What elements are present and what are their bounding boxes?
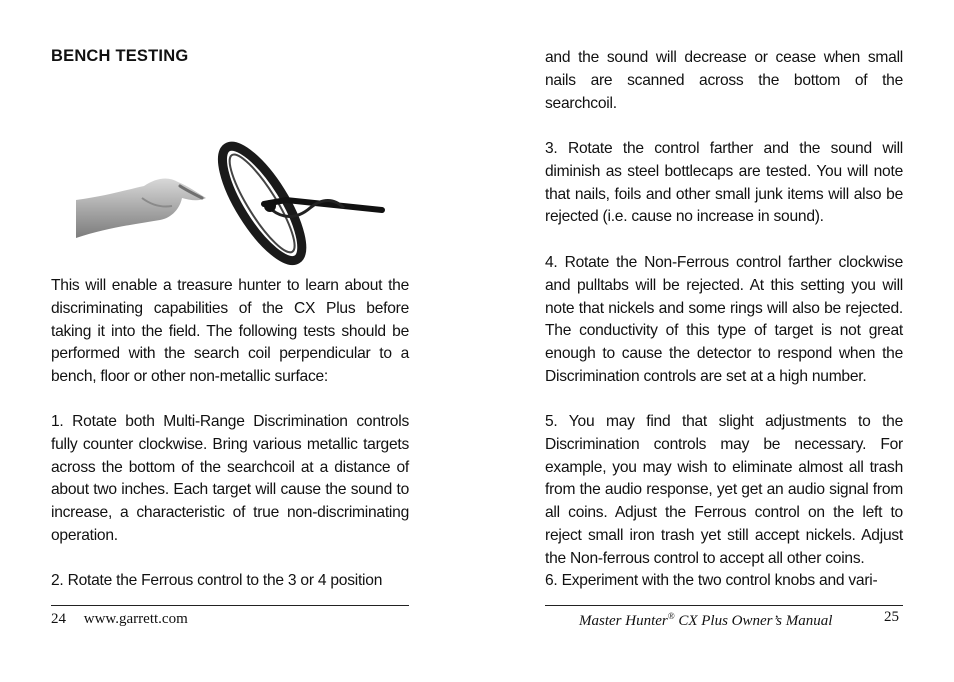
paragraph-step-5: 5. You may find that slight adjustments to the Discrimination controls may be necessary. For example, you may wish to eliminate almost all trash from the audio response, yet get an audio signal from all coins. Adjust the Ferrous control on the left to reject small iron trash yet still accept nickels. Adjust the Non-ferrous control to accept all other coins. bbox=[545, 413, 903, 567]
manual-subtitle: CX Plus Owner’s Manual bbox=[674, 613, 833, 629]
paragraph-step-3: 3. Rotate the control farther and the sound will diminish as steel bottlecaps are tested. You will note that nails, foils and other small junk items will also be rejected (i.e. cause no increase in sound). bbox=[545, 140, 903, 226]
bench-test-photo bbox=[76, 138, 386, 268]
left-footer-rule bbox=[51, 605, 409, 606]
paragraph-continuation: and the sound will decrease or cease when small nails are scanned across the bottom of the searchcoil. bbox=[545, 49, 903, 112]
right-footer bbox=[579, 611, 832, 630]
paragraph-intro: This will enable a treasure hunter to learn about the discriminating capabilities of the CX Plus before taking it into the field. The following tests should be performed with the search coil perpendicular to a bench, floor or other non-metallic surface: bbox=[51, 277, 409, 386]
paragraph-step-2: 2. Rotate the Ferrous control to the 3 or 4 position bbox=[51, 572, 383, 589]
paragraph-step-6: 6. Experiment with the two control knobs and vari- bbox=[545, 572, 878, 589]
manual-title: Master Hunter bbox=[579, 613, 668, 629]
paragraph-step-1: 1. Rotate both Multi-Range Discrimination controls fully counter clockwise. Bring various metallic targets across the bottom of the searchcoil at a distance of about two inches. Each target will cause the sound to increase, a characteristic of true non-discriminating operation. bbox=[51, 413, 409, 544]
page-heading: BENCH TESTING bbox=[51, 47, 189, 65]
right-footer-rule bbox=[545, 605, 903, 606]
left-footer bbox=[51, 611, 188, 628]
registered-mark: ® bbox=[667, 611, 675, 621]
website-link[interactable]: www.garrett.com bbox=[83, 611, 188, 627]
paragraph-step-4: 4. Rotate the Non-Ferrous control farther clockwise and pulltabs will be rejected. At this setting you will note that nickels and some rings will also be rejected. The conductivity of this type of target is not great enough to cause the detector to respond when the Discrimination controls are set at a high number. bbox=[545, 254, 903, 385]
page-number-right: 25 bbox=[884, 609, 899, 625]
page-number-left: 24 bbox=[51, 611, 66, 627]
